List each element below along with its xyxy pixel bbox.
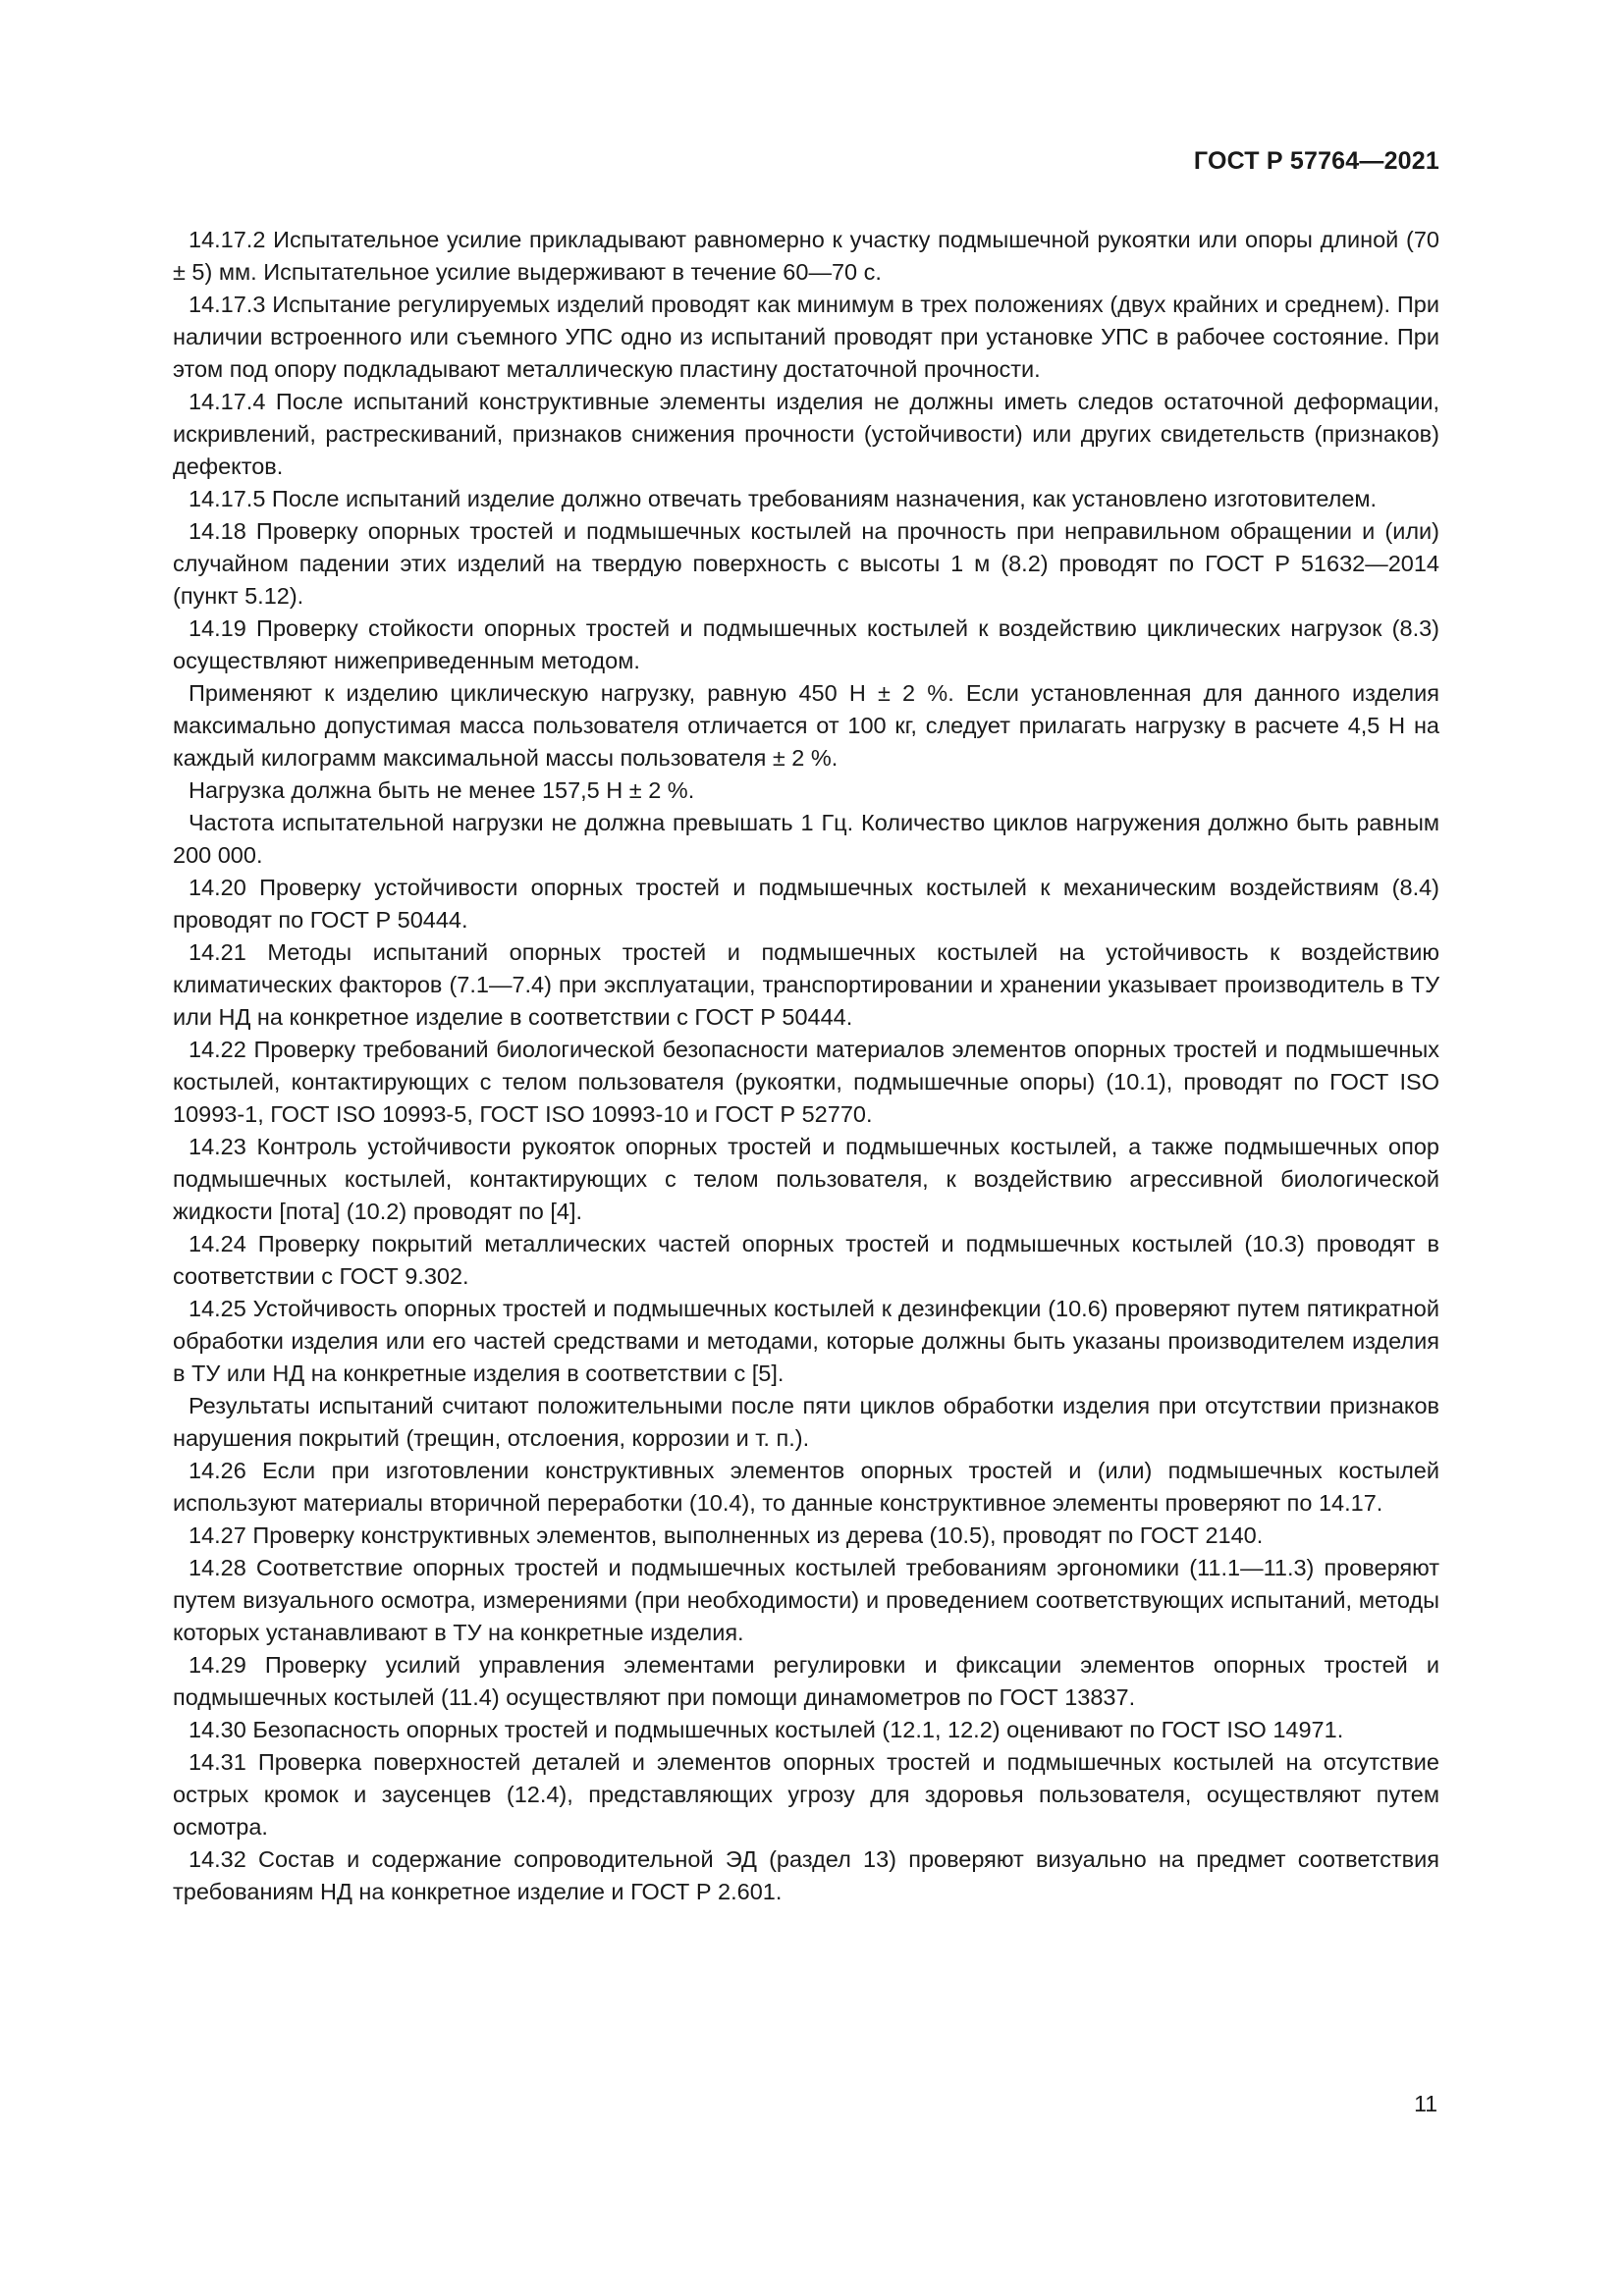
document-header: ГОСТ Р 57764—2021 — [1193, 147, 1439, 175]
paragraph-14-18: 14.18 Проверку опорных тростей и подмышечных костылей на прочность при неправильном обращении и (или) случайном падении этих изделий на твердую поверхность с высоты 1 м (8.2) проводят по ГОСТ Р 51632—2014 (пункт 5.12). — [173, 518, 1439, 609]
paragraph-14-32: 14.32 Состав и содержание сопроводительной ЭД (раздел 13) проверяют визуально на предмет соответствия требованиям НД на конкретное изделие и ГОСТ Р 2.601. — [173, 1846, 1439, 1904]
paragraph-14-20: 14.20 Проверку устойчивости опорных тростей и подмышечных костылей к механическим воздействиям (8.4) проводят по ГОСТ Р 50444. — [173, 875, 1439, 933]
paragraph-14-19: 14.19 Проверку стойкости опорных тростей и подмышечных костылей к воздействию циклических нагрузок (8.3) осуществляют нижеприведенным методом. — [173, 615, 1439, 673]
paragraph-14-27: 14.27 Проверку конструктивных элементов, выполненных из дерева (10.5), проводят по ГОСТ 2140. — [189, 1522, 1264, 1548]
paragraph-14-19-frequency: Частота испытательной нагрузки не должна превышать 1 Гц. Количество циклов нагружения должно быть равным 200 000. — [173, 810, 1439, 868]
paragraph-14-17-2: 14.17.2 Испытательное усилие прикладывают равномерно к участку подмышечной рукоятки или опоры длиной (70 ± 5) мм. Испытательное усилие выдерживают в течение 60—70 с. — [173, 227, 1439, 285]
page-number: 11 — [1414, 2091, 1437, 2116]
paragraph-14-28: 14.28 Соответствие опорных тростей и подмышечных костылей требованиям эргономики (11.1—11.3) проверяют путем визуального осмотра, измерениями (при необходимости) и проведением соответствующих испытаний, методы которых устанавливают в ТУ на конкретные изделия. — [173, 1555, 1439, 1645]
paragraph-14-29: 14.29 Проверку усилий управления элементами регулировки и фиксации элементов опорных тростей и подмышечных костылей (11.4) осуществляют при помощи динамометров по ГОСТ 13837. — [173, 1652, 1439, 1710]
paragraph-14-19-load: Применяют к изделию циклическую нагрузку, равную 450 Н ± 2 %. Если установленная для данного изделия максимально допустимая масса пользователя отличается от 100 кг, следует прилагать нагрузку в расчете 4,5 Н на каждый килограмм максимальной массы пользователя ± 2 %. — [173, 680, 1439, 771]
paragraph-14-21: 14.21 Методы испытаний опорных тростей и подмышечных костылей на устойчивость к воздействию климатических факторов (7.1—7.4) при эксплуатации, транспортировании и хранении указывает производитель в ТУ или НД на конкретное изделие в соответствии с ГОСТ Р 50444. — [173, 939, 1439, 1030]
paragraph-14-31: 14.31 Проверка поверхностей деталей и элементов опорных тростей и подмышечных костылей на отсутствие острых кромок и заусенцев (12.4), представляющих угрозу для здоровья пользователя, осуществляют путем осмотра. — [173, 1749, 1439, 1840]
paragraph-14-22: 14.22 Проверку требований биологической безопасности материалов элементов опорных тростей и подмышечных костылей, контактирующих с телом пользователя (рукоятки, подмышечные опоры) (10.1), проводят по ГОСТ ISO 10993-1, ГОСТ ISO 10993-5, ГОСТ ISO 10993-10 и ГОСТ Р 52770. — [173, 1037, 1439, 1127]
paragraph-14-24: 14.24 Проверку покрытий металлических частей опорных тростей и подмышечных костылей (10.3) проводят в соответствии с ГОСТ 9.302. — [173, 1231, 1439, 1289]
paragraph-14-17-3: 14.17.3 Испытание регулируемых изделий проводят как минимум в трех положениях (двух крайних и среднем). При наличии встроенного или съемного УПС одно из испытаний проводят при установке УПС в рабочее состояние. При этом под опору подкладывают металлическую пластину достаточной прочности. — [173, 292, 1439, 382]
paragraph-14-26: 14.26 Если при изготовлении конструктивных элементов опорных тростей и (или) подмышечных костылей используют материалы вторичной переработки (10.4), то данные конструктивное элементы проверяют по 14.17. — [173, 1458, 1439, 1516]
paragraph-14-23: 14.23 Контроль устойчивости рукояток опорных тростей и подмышечных костылей, а также подмышечных опор подмышечных костылей, контактирующих с телом пользователя, к воздействию агрессивной биологической жидкости [пота] (10.2) проводят по [4]. — [173, 1134, 1439, 1224]
paragraph-14-25: 14.25 Устойчивость опорных тростей и подмышечных костылей к дезинфекции (10.6) проверяют путем пятикратной обработки изделия или его частей средствами и методами, которые должны быть указаны производителем изделия в ТУ или НД на конкретные изделия в соответствии с [5]. — [173, 1296, 1439, 1386]
paragraph-14-19-min-load: Нагрузка должна быть не менее 157,5 Н ± 2 %. — [189, 777, 695, 803]
paragraph-14-17-4: 14.17.4 После испытаний конструктивные элементы изделия не должны иметь следов остаточной деформации, искривлений, растрескиваний, признаков снижения прочности (устойчивости) или других свидетельств (признаков) дефектов. — [173, 389, 1439, 479]
paragraph-14-30: 14.30 Безопасность опорных тростей и подмышечных костылей (12.1, 12.2) оценивают по ГОСТ ISO 14971. — [189, 1717, 1344, 1742]
document-body — [173, 224, 1439, 1908]
paragraph-14-25-results: Результаты испытаний считают положительными после пяти циклов обработки изделия при отсутствии признаков нарушения покрытий (трещин, отслоения, коррозии и т. п.). — [173, 1393, 1439, 1451]
paragraph-14-17-5: 14.17.5 После испытаний изделие должно отвечать требованиям назначения, как установлено изготовителем. — [189, 486, 1378, 511]
